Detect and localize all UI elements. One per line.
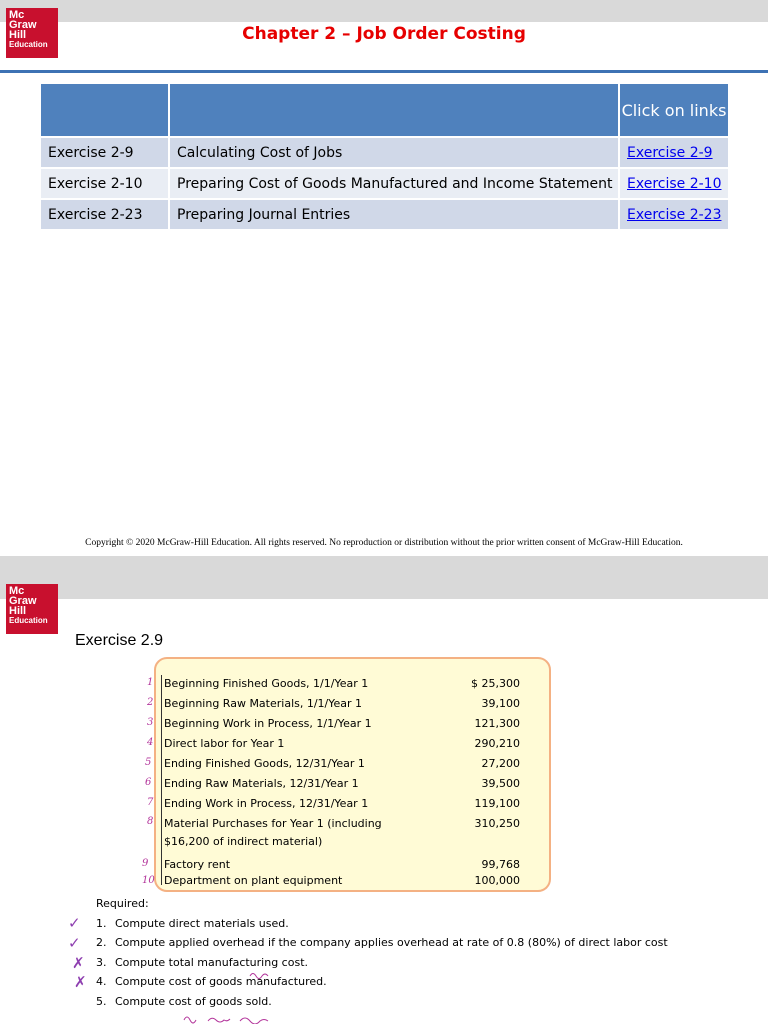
handwritten-mark: 4 [147, 737, 154, 748]
description-cell: Preparing Journal Entries [169, 199, 619, 229]
link-cell [619, 137, 728, 168]
required-item-text: Compute cost of goods manufactured. [115, 975, 327, 988]
required-item-number: 2. [96, 936, 107, 949]
data-value: $ 25,300 [471, 677, 520, 690]
header-cell-exercise [41, 84, 169, 137]
handwritten-mark: 1 [147, 677, 154, 688]
required-item [96, 956, 308, 969]
required-item [96, 917, 289, 930]
required-item-text: Compute cost of goods sold. [115, 995, 272, 1008]
handwritten-mark: 10 [142, 875, 155, 886]
data-value: 39,500 [481, 777, 520, 790]
data-label: Ending Work in Process, 12/31/Year 1 [164, 797, 369, 810]
data-label: Department on plant equipment [164, 874, 343, 887]
data-label: Beginning Raw Materials, 1/1/Year 1 [164, 697, 363, 710]
exercise-cell: Exercise 2-10 [41, 168, 169, 199]
slide-top-bar [0, 556, 768, 599]
exercise-title: Exercise 2.9 [75, 632, 164, 649]
table-header-row [41, 84, 728, 137]
exercise-2-23-link[interactable]: Exercise 2-23 [627, 206, 722, 223]
link-cell [619, 168, 728, 199]
exercise-2-9-link[interactable]: Exercise 2-9 [627, 144, 713, 161]
table-row [41, 199, 728, 229]
exercise-cell: Exercise 2-9 [41, 137, 169, 168]
data-value: 121,300 [474, 717, 520, 730]
data-value: 39,100 [481, 697, 520, 710]
copyright-notice: Copyright © 2020 McGraw-Hill Education. All rights reserved. No reproduction or distribution without the prior written consent of McGraw-Hill Education. [85, 538, 683, 548]
handwritten-mark: 7 [147, 797, 154, 808]
required-item-number: 5. [96, 995, 107, 1008]
handwritten-mark: 9 [142, 858, 149, 869]
required-item-number: 3. [96, 956, 107, 969]
table-row [41, 137, 728, 168]
data-label: Factory rent [164, 858, 231, 871]
handwritten-scribble [180, 1012, 300, 1024]
required-item-text: Compute applied overhead if the company applies overhead at rate of 0.8 (80%) of direct labor cost [115, 936, 668, 949]
data-value: 290,210 [474, 737, 520, 750]
data-label: $16,200 of indirect material) [164, 835, 323, 848]
data-label: Beginning Finished Goods, 1/1/Year 1 [164, 677, 369, 690]
data-label: Direct labor for Year 1 [164, 737, 285, 750]
data-value: 99,768 [481, 858, 520, 871]
cross-check-icon: ✗ [72, 954, 85, 972]
cross-check-icon: ✗ [74, 973, 87, 991]
data-label: Material Purchases for Year 1 (including [164, 817, 382, 830]
handwritten-mark: 6 [145, 777, 152, 788]
checkmark-icon: ✓ [68, 914, 81, 932]
data-value: 100,000 [474, 874, 520, 887]
exercise-cell: Exercise 2-23 [41, 199, 169, 229]
exercise-2-10-link[interactable]: Exercise 2-10 [627, 175, 722, 192]
handwritten-mark: 2 [147, 697, 154, 708]
required-item-number: 4. [96, 975, 107, 988]
required-item-number: 1. [96, 917, 107, 930]
header-cell-links: Click on links [619, 84, 728, 137]
table-row [41, 168, 728, 199]
required-item-text: Compute total manufacturing cost. [115, 956, 308, 969]
slide-title: Chapter 2 – Job Order Costing [242, 24, 526, 44]
handwritten-scribble [248, 969, 272, 979]
description-cell: Preparing Cost of Goods Manufactured and Income Statement [169, 168, 619, 199]
mcgraw-hill-logo: Mc Graw Hill Education [6, 584, 58, 634]
data-value: 119,100 [474, 797, 520, 810]
required-item-text: Compute direct materials used. [115, 917, 289, 930]
title-divider [0, 70, 768, 73]
data-value: 27,200 [481, 757, 520, 770]
data-divider-line [161, 675, 162, 885]
data-label: Ending Raw Materials, 12/31/Year 1 [164, 777, 359, 790]
required-heading: Required: [96, 897, 149, 910]
required-item [96, 975, 327, 988]
handwritten-mark: 3 [147, 717, 154, 728]
data-label: Beginning Work in Process, 1/1/Year 1 [164, 717, 372, 730]
checkmark-icon: ✓ [68, 934, 81, 952]
exercise-links-table [41, 84, 728, 229]
handwritten-mark: 8 [147, 816, 154, 827]
required-item [96, 995, 272, 1008]
description-cell: Calculating Cost of Jobs [169, 137, 619, 168]
mcgraw-hill-logo: Mc Graw Hill Education [6, 8, 58, 58]
data-label: Ending Finished Goods, 12/31/Year 1 [164, 757, 365, 770]
required-item [96, 936, 668, 949]
data-value: 310,250 [474, 817, 520, 830]
handwritten-mark: 5 [145, 757, 152, 768]
slide-top-bar [0, 0, 768, 22]
header-cell-description [169, 84, 619, 137]
slide-2 [0, 556, 768, 1024]
link-cell [619, 199, 728, 229]
